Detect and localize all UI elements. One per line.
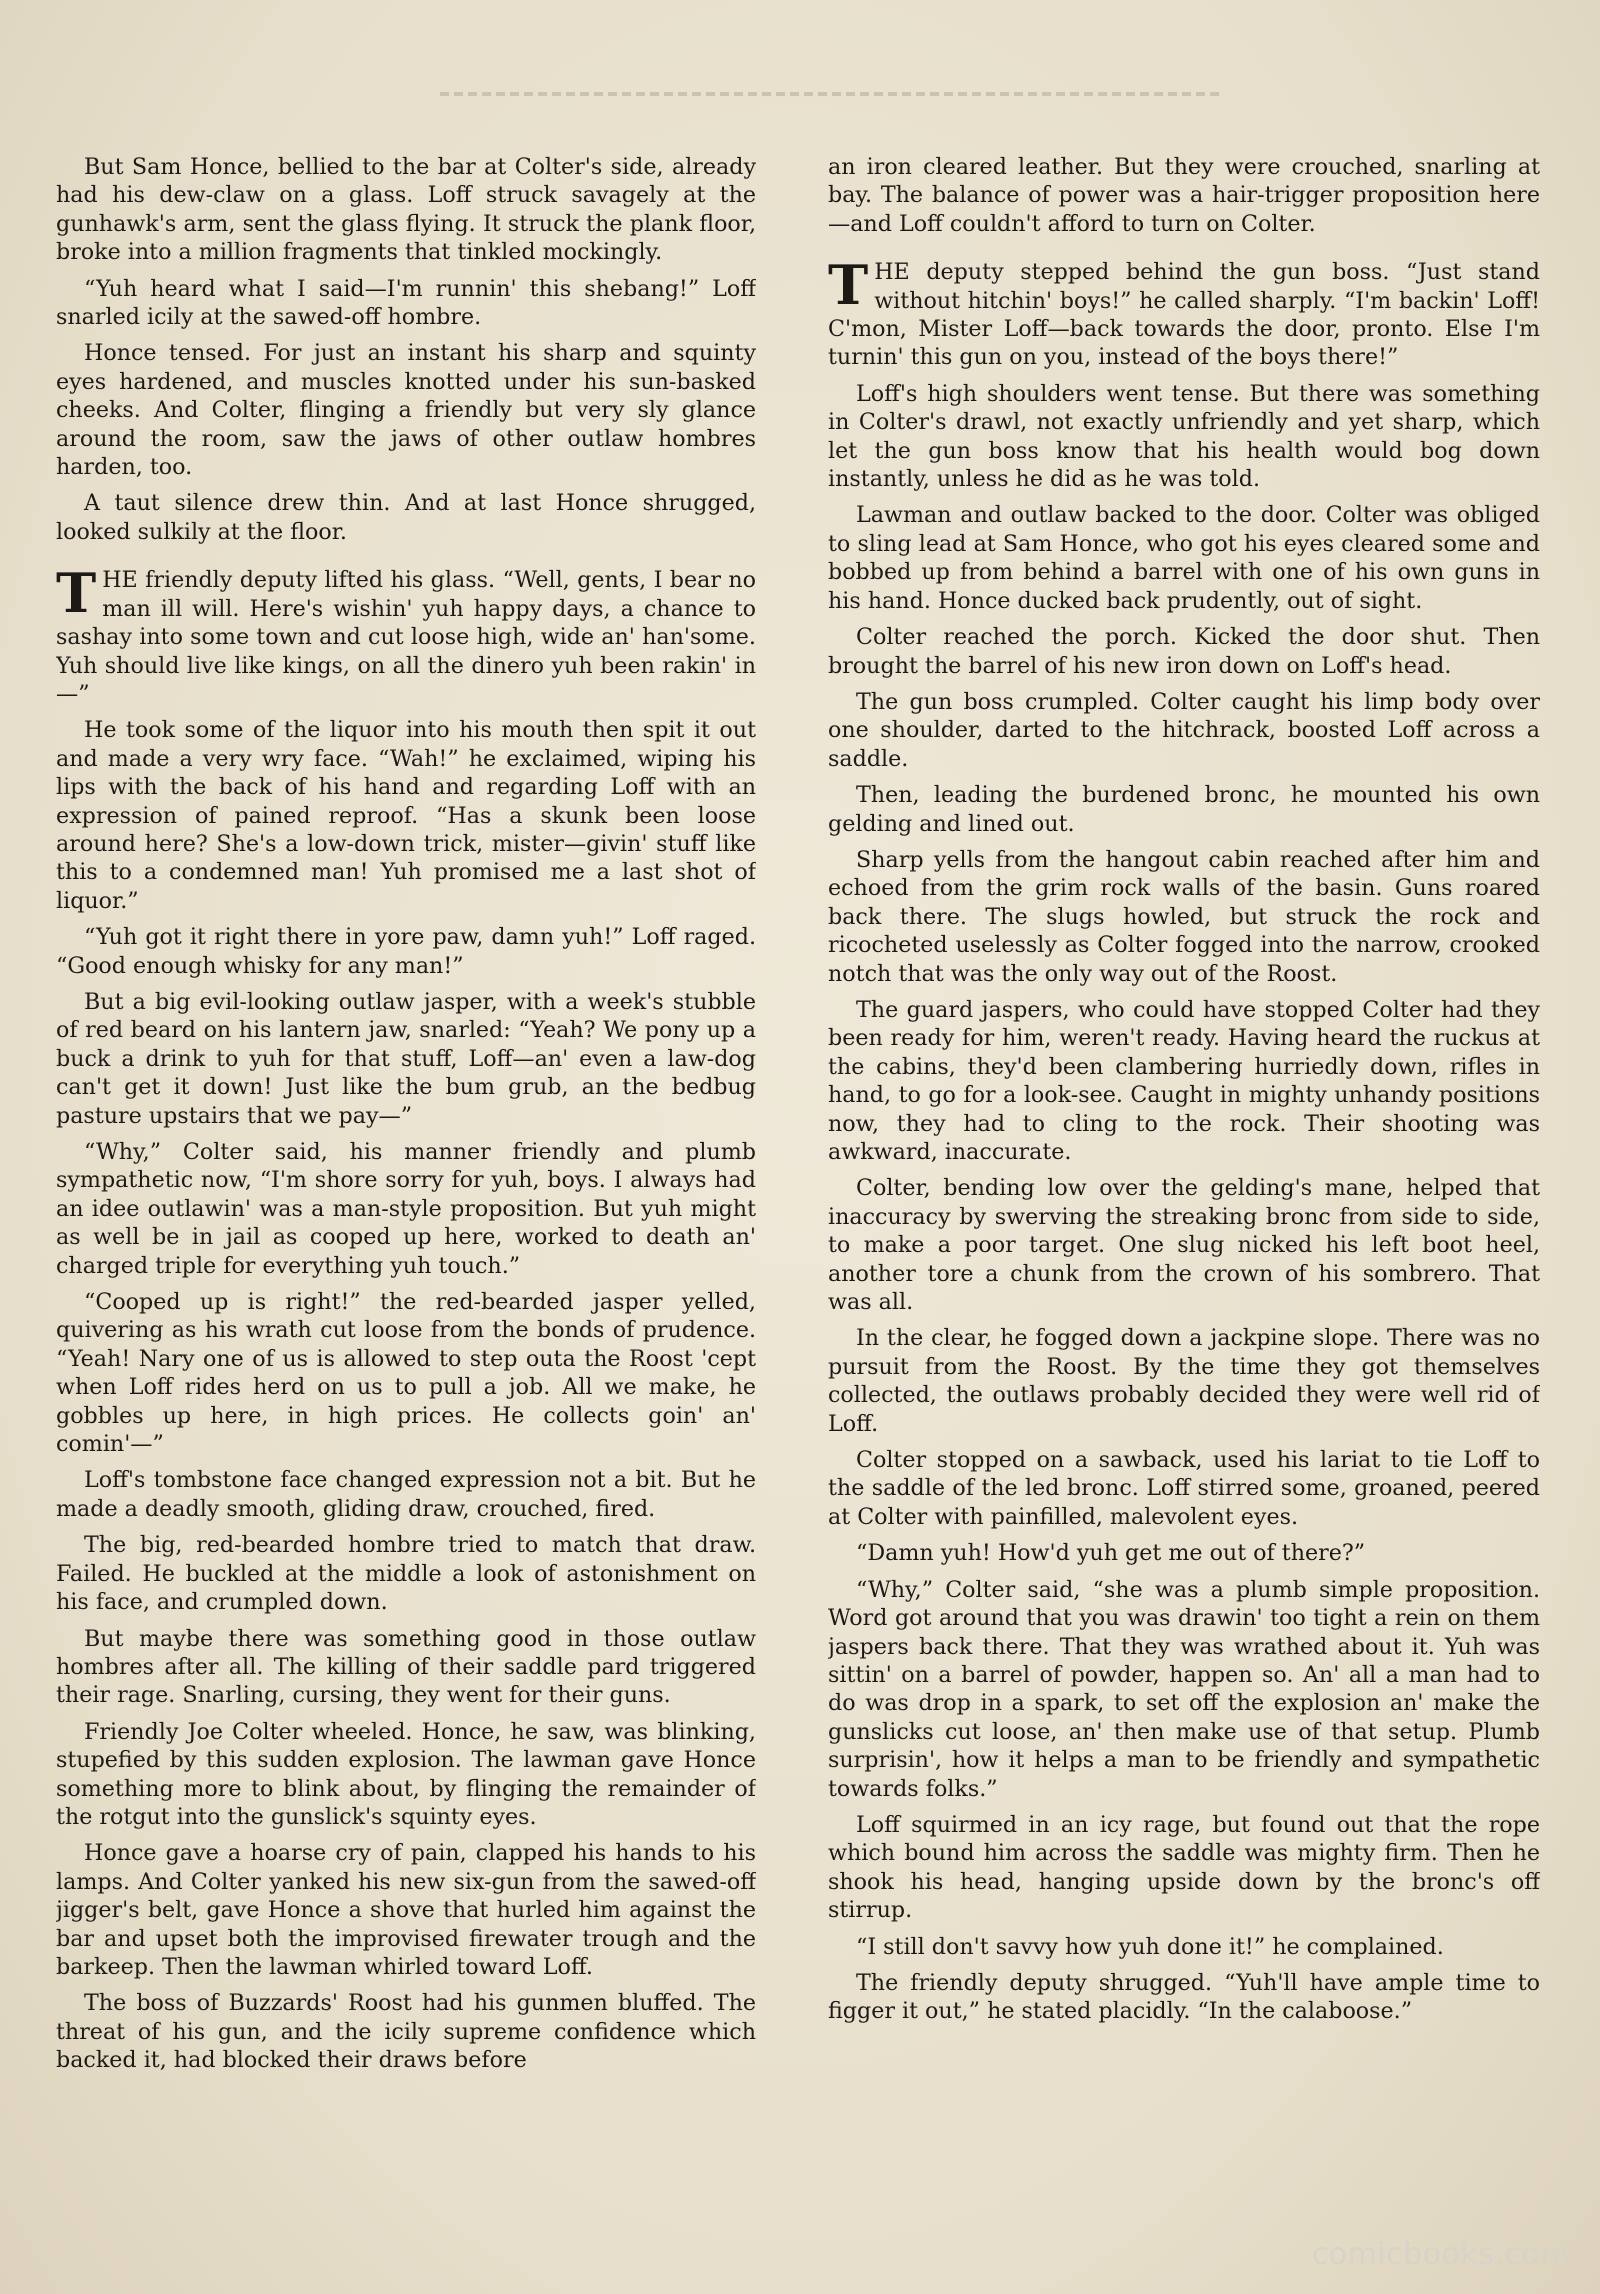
paragraph-text: HE friendly deputy lifted his glass. “Well, gents, I bear no man ill will. Here's wishin' yuh happy days, a chance to sashay into some town and cut loose high, wide an' han'some. Yuh should live like kings, on all the dinero yuh been rakin' in—” <box>56 567 756 707</box>
paragraph <box>56 1625 756 1710</box>
paragraph <box>828 1811 1540 1925</box>
paragraph <box>828 1933 1540 1961</box>
paragraph-text: Colter stopped on a sawback, used his lariat to tie Loff to the saddle of the led bronc. Loff stirred some, groaned, peered at Colter with painfilled, malevolent eyes. <box>828 1447 1540 1530</box>
paragraph-text: Friendly Joe Colter wheeled. Honce, he saw, was blinking, stupefied by this sudden explosion. The lawman gave Honce something more to blink about, by flinging the remainder of the rotgut into the gunslick's squinty eyes. <box>56 1718 756 1830</box>
paragraph <box>56 923 756 980</box>
paragraph <box>828 501 1540 615</box>
paragraph <box>828 1324 1540 1438</box>
paragraph-text: But a big evil-looking outlaw jasper, with a week's stubble of red beard on his lantern jaw, snarled: “Yeah? We pony up a buck a drink to yuh for that stuff, Loff—an' even a law-dog can't get it down! Just like the bum grub, an the bedbug pasture upstairs that we pay—” <box>56 988 756 1129</box>
paragraph-text: In the clear, he fogged down a jackpine slope. There was no pursuit from the Roost. By the time they got themselves collected, the outlaws probably decided they were well rid of Loff. <box>828 1325 1540 1437</box>
paragraph <box>828 1576 1540 1803</box>
paragraph-text: “Cooped up is right!” the red-bearded jasper yelled, quivering as his wrath cut loose from the bonds of prudence. “Yeah! Nary one of us is allowed to step outa the Roost 'cept when Loff rides herd on us to pull a job. All we make, he gobbles up here, in high prices. He collects goin' an' comin'—” <box>56 1289 756 1458</box>
drop-cap: T <box>56 561 97 626</box>
paragraph <box>56 489 756 546</box>
paragraph-text: an iron cleared leather. But they were crouched, snarling at bay. The balance of power was a hair-trigger proposition here—and Loff couldn't afford to turn on Colter. <box>828 154 1540 237</box>
paragraph-text: “Why,” Colter said, his manner friendly and plumb sympathetic now, “I'm shore sorry for yuh, boys. I always had an idee outlawin' was a man-style proposition. But yuh might as well be in jail as cooped up here, worked to death an' charged triple for everything yuh touch.” <box>56 1139 756 1279</box>
paragraph-text: Sharp yells from the hangout cabin reached after him and echoed from the grim rock walls of the basin. Guns roared back there. The slugs howled, but struck the rock and ricocheted uselessly as Colter fogged into the narrow, crooked notch that was the only way out of the Roost. <box>828 846 1540 987</box>
paragraph <box>828 153 1540 238</box>
paragraph-text: Loff's tombstone face changed expression not a bit. But he made a deadly smooth, gliding draw, crouched, fired. <box>56 1467 756 1522</box>
paragraph-text: “Yuh got it right there in yore paw, damn yuh!” Loff raged. “Good enough whisky for any man!” <box>56 924 756 979</box>
paragraph <box>56 1138 756 1280</box>
paragraph <box>828 1969 1540 2026</box>
top-rule <box>440 92 1220 96</box>
paragraph-text: The friendly deputy shrugged. “Yuh'll have ample time to figger it out,” he stated placidly. “In the calaboose.” <box>828 1969 1540 2025</box>
paragraph-text: But Sam Honce, bellied to the bar at Colter's side, already had his dew-claw on a glass. Loff struck savagely at the gunhawk's arm, sent the glass flying. It struck the plank floor, broke into a million fragments that tinkled mockingly. <box>56 154 756 266</box>
paragraph-text: The big, red-bearded hombre tried to match that draw. Failed. He buckled at the middle a look of astonishment on his face, and crumpled down. <box>56 1532 756 1616</box>
drop-cap: T <box>828 253 869 318</box>
paragraph <box>828 688 1540 773</box>
paragraph <box>56 716 756 915</box>
paragraph-text: HE deputy stepped behind the gun boss. “Just stand without hitchin' boys!” he called sharply. “I'm backin' Loff! C'mon, Mister Loff—back towards the door, pronto. Else I'm turnin' this gun on you, instead of the boys there!” <box>828 259 1540 371</box>
paragraph <box>828 846 1540 988</box>
watermark: comicbooks.com <box>1311 2237 1570 2272</box>
paragraph <box>828 1446 1540 1531</box>
paragraph-text: Loff's high shoulders went tense. But there was something in Colter's drawl, not exactly unfriendly and yet sharp, which let the gun boss know that his health would bog down instantly, unless he did as he was told. <box>828 380 1540 493</box>
paragraph <box>56 1288 756 1458</box>
paragraph <box>56 1989 756 2074</box>
paragraph-text: Colter, bending low over the gelding's mane, helped that inaccuracy by swerving the streaking bronc from side to side, to make a poor target. One slug nicked his left boot heel, another tore a chunk from the crown of his sombrero. That was all. <box>828 1175 1540 1316</box>
paragraph <box>828 623 1540 680</box>
paragraph-text: “I still don't savvy how yuh done it!” he complained. <box>856 1933 1444 1960</box>
paragraph-text: But maybe there was something good in those outlaw hombres after all. The killing of their saddle pard triggered their rage. Snarling, cursing, they went for their guns. <box>56 1625 756 1709</box>
paragraph-text: “Why,” Colter said, “she was a plumb simple proposition. Word got around that you was drawin' too tight a rein on them jaspers back there. That they was wrathed about it. Yuh was sittin' on a barrel of powder, happen so. An' all a man had to do was drop in a spark, to set off the explosion an' make the gunslicks cut loose, an' then make use of that setup. Plumb surprisin', how it helps a man to be friendly and sympathetic towards folks.” <box>828 1576 1540 1802</box>
paragraph <box>56 1466 756 1523</box>
paragraph-text: “Yuh heard what I said—I'm runnin' this shebang!” Loff snarled icily at the sawed-off hombre. <box>56 275 756 331</box>
paragraph <box>56 1718 756 1832</box>
paragraph-text: Lawman and outlaw backed to the door. Colter was obliged to sling lead at Sam Honce, who got his eyes cleared some and bobbed up from behind a barrel with one of his own guns in his hand. Honce ducked back prudently, out of sight. <box>828 502 1540 614</box>
paragraph-text: Honce tensed. For just an instant his sharp and squinty eyes hardened, and muscles knotted under his sun-basked cheeks. And Colter, flinging a friendly but very sly glance around the room, saw the jaws of other outlaw hombres harden, too. <box>56 340 756 481</box>
paragraph <box>56 1839 756 1981</box>
paragraph <box>56 275 756 332</box>
paragraph-text: The guard jaspers, who could have stopped Colter had they been ready for him, weren't ready. Having heard the ruckus at the cabins, they'd been clambering hurriedly down, rifles in hand, to go for a look-see. Caught in mighty unhandy positions now, they had to cling to the rock. Their shooting was awkward, inaccurate. <box>828 996 1540 1165</box>
paragraph-text: He took some of the liquor into his mouth then spit it out and made a very wry face. “Wah!” he exclaimed, wiping his lips with the back of his hand and regarding Loff with an expression of pained reproof. “Has a skunk been loose around here? She's a low-down trick, mister—givin' stuff like this to a condemned man! Yuh promised me a last shot of liquor.” <box>56 717 756 914</box>
left-column <box>56 153 756 2183</box>
paragraph-text: Then, leading the burdened bronc, he mounted his own gelding and lined out. <box>828 782 1540 837</box>
paragraph-text: Colter reached the porch. Kicked the door shut. Then brought the barrel of his new iron down on Loff's head. <box>828 624 1540 679</box>
paragraph <box>828 996 1540 1166</box>
paragraph <box>56 339 756 481</box>
paragraph <box>828 1174 1540 1316</box>
paragraph <box>56 153 756 267</box>
paragraph <box>56 988 756 1130</box>
paragraph-text: Loff squirmed in an icy rage, but found out that the rope which bound him across the saddle was mighty firm. Then he shook his head, hanging upside down by the bronc's off stirrup. <box>828 1811 1540 1924</box>
right-column <box>828 153 1540 2183</box>
paragraph-text: “Damn yuh! How'd yuh get me out of there?” <box>856 1540 1366 1567</box>
paragraph-text: The boss of Buzzards' Roost had his gunmen bluffed. The threat of his gun, and the icily supreme confidence which backed it, had blocked their draws before <box>56 1990 756 2074</box>
paragraph-text: Honce gave a hoarse cry of pain, clapped his hands to his lamps. And Colter yanked his new six-gun from the sawed-off jigger's belt, gave Honce a shove that hurled him against the bar and upset both the improvised firewater trough and the barkeep. Then the lawman whirled toward Loff. <box>56 1840 756 1980</box>
paragraph <box>828 1539 1540 1567</box>
paragraph <box>56 1531 756 1616</box>
paragraph <box>56 561 756 708</box>
paragraph <box>828 380 1540 494</box>
paragraph <box>828 253 1540 372</box>
paragraph-text: The gun boss crumpled. Colter caught his limp body over one shoulder, darted to the hitchrack, boosted Loff across a saddle. <box>828 688 1540 772</box>
paragraph-text: A taut silence drew thin. And at last Honce shrugged, looked sulkily at the floor. <box>56 490 756 545</box>
paragraph <box>828 781 1540 838</box>
